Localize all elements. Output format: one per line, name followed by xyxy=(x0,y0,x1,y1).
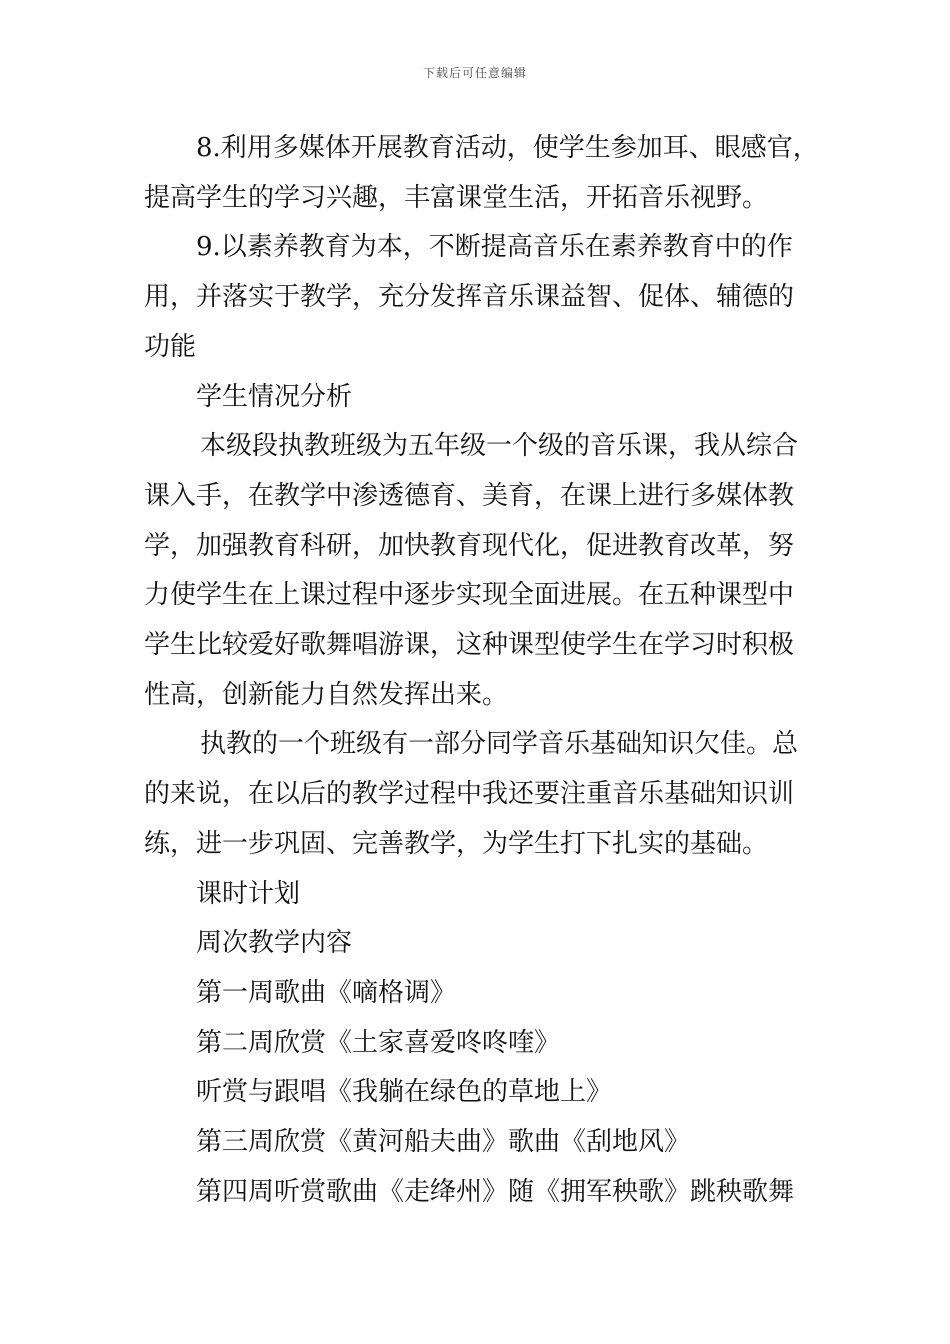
paragraph-line: 性高，创新能力自然发挥出来。 xyxy=(144,679,509,710)
paragraph-line: 的来说，在以后的教学过程中我还要注重音乐基础知识训 xyxy=(144,779,795,810)
schedule-header: 周次教学内容 xyxy=(196,928,353,959)
schedule-item: 第二周欣赏《土家喜爱咚咚喹》 xyxy=(196,1027,561,1058)
schedule-item: 第三周欣赏《黄河船夫曲》歌曲《刮地风》 xyxy=(196,1127,691,1158)
paragraph-line: 执教的一个班级有一部分同学音乐基础知识欠佳。总 xyxy=(200,729,799,760)
paragraph-line: 力使学生在上课过程中逐步实现全面进展。在五种课型中 xyxy=(144,580,795,611)
document-body xyxy=(144,124,819,1217)
paragraph-line: 8.利用多媒体开展教育活动，使学生参加耳、眼感官， xyxy=(196,133,819,163)
paragraph-line: 9.以素养教育为本，不断提高音乐在素养教育中的作 xyxy=(196,232,793,263)
paragraph-line: 练，进一步巩固、完善教学，为学生打下扎实的基础。 xyxy=(144,828,769,859)
paragraph-line: 用，并落实于教学，充分发挥音乐课益智、促体、辅德的 xyxy=(144,282,795,313)
paragraph-line: 功能 xyxy=(144,331,197,362)
paragraph-line: 提高学生的学习兴趣，丰富课堂生活，开拓音乐视野。 xyxy=(144,182,769,213)
page-header: 下载后可任意编辑 xyxy=(422,66,527,80)
schedule-item: 听赏与跟唱《我躺在绿色的草地上》 xyxy=(196,1077,613,1108)
schedule-item: 第四周听赏歌曲《走绛州》随《拥军秧歌》跳秧歌舞 xyxy=(196,1176,795,1207)
paragraph-line: 本级段执教班级为五年级一个级的音乐课，我从综合 xyxy=(200,431,799,462)
section-heading: 学生情况分析 xyxy=(196,381,353,412)
schedule-item: 第一周歌曲《嘀格调》 xyxy=(196,977,457,1008)
section-heading: 课时计划 xyxy=(196,878,301,909)
paragraph-line: 学，加强教育科研，加快教育现代化，促进教育改革，努 xyxy=(144,530,795,561)
paragraph-line: 课入手，在教学中渗透德育、美育，在课上进行多媒体教 xyxy=(144,480,795,511)
paragraph-line: 学生比较爱好歌舞唱游课，这种课型使学生在学习时积极 xyxy=(144,630,795,661)
